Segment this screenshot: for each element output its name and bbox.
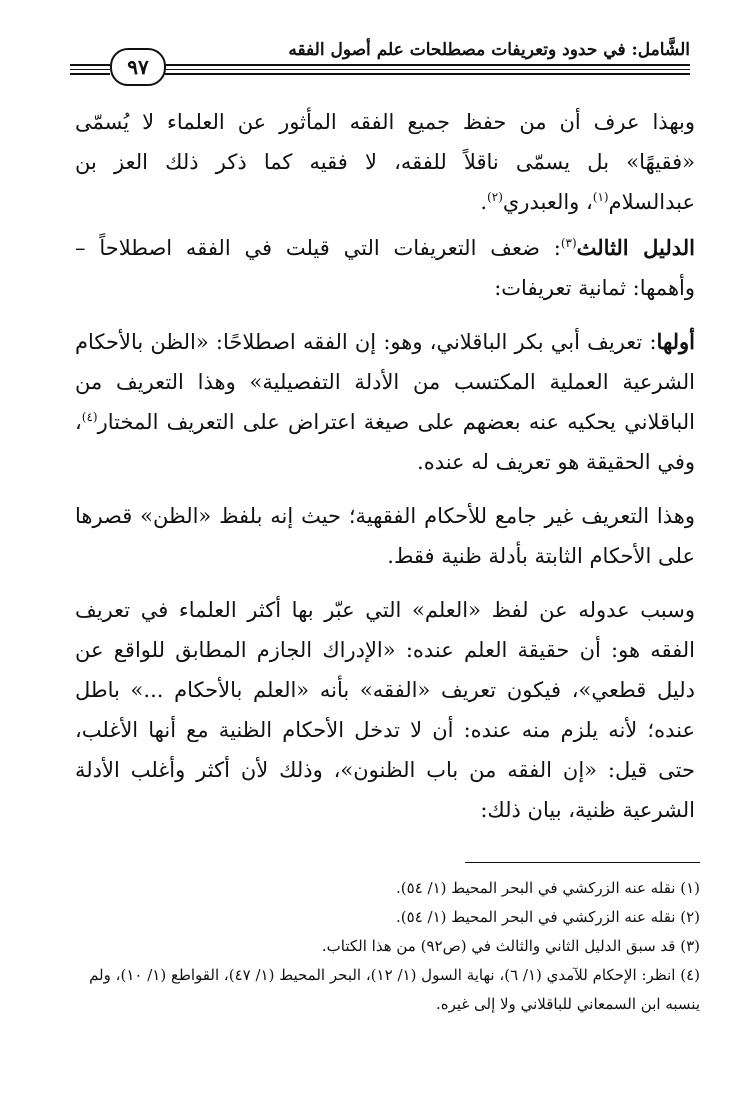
page-header xyxy=(70,30,690,90)
paragraph-5 xyxy=(75,590,695,830)
paragraph-3-lead: أولها xyxy=(656,329,695,354)
header-rule-left xyxy=(70,64,110,66)
header-rule-top xyxy=(165,64,690,66)
footnote-ref-3: (٣) xyxy=(560,236,577,250)
paragraph-2-lead: الدليل الثالث xyxy=(576,235,695,260)
footnote-1: (١) نقله عنه الزركشي في البحر المحيط (١/ ٥٤). xyxy=(396,879,700,897)
footnote-separator xyxy=(465,862,700,863)
paragraph-3-text-b: ، وفي الحقيقة هو تعريف له عنده. xyxy=(75,410,695,474)
paragraph-1-text: وبهذا عرف أن من حفظ جميع الفقه المأثور عن العلماء لا يُسمّى «فقيهًا» بل يسمّى ناقلاً للفقه، لا فقيه كما ذكر ذلك العز بن عبدالسلام xyxy=(75,110,695,214)
footnote-ref-2: (٢) xyxy=(487,190,503,204)
paragraph-3-text: : تعريف أبي بكر الباقلاني، وهو: إن الفقه اصطلاحًا: «الظن بالأحكام الشرعية العملية المكتسب من الأدلة التفصيلية» وهذا التعريف من الباقلاني يحكيه عنه بعضهم على صيغة اعتراض على التعريف المختار xyxy=(75,330,695,434)
page-number: ٩٧ xyxy=(127,55,149,79)
paragraph-1-text-b: ، والعبدري xyxy=(502,190,593,214)
header-rule-left-thin xyxy=(70,69,110,70)
footnote-4: (٤) انظر: الإحكام للآمدي (١/ ٦)، نهاية السول (١/ ١٢)، البحر المحيط (١/ ٤٧)، القواطع (١/ ١٠)، ولم ينسبه ابن السمعاني للباقلاني ولا إلى غيره. xyxy=(89,966,700,1013)
footnote-3: (٣) قد سبق الدليل الثاني والثالث في (ص٩٢) من هذا الكتاب. xyxy=(321,937,700,955)
footnote-ref-1: (١) xyxy=(592,190,609,204)
page-number-frame xyxy=(110,48,166,86)
header-rule-middle xyxy=(165,69,690,70)
paragraph-4-text: وهذا التعريف غير جامع للأحكام الفقهية؛ حيث إنه بلفظ «الظن» قصرها على الأحكام الثابتة بأدلة ظنية فقط. xyxy=(75,504,695,568)
footnotes xyxy=(60,874,700,1019)
paragraph-1 xyxy=(75,102,695,222)
paragraph-1-text-c: . xyxy=(480,190,488,214)
header-rule-bottom xyxy=(165,73,690,75)
main-text xyxy=(75,102,695,844)
footnote-ref-4: (٤) xyxy=(81,410,98,424)
paragraph-3 xyxy=(75,322,695,482)
running-title: الشَّامل: في حدود وتعريفات مصطلحات علم أصول الفقه xyxy=(288,40,690,60)
paragraph-2 xyxy=(75,228,695,308)
paragraph-4 xyxy=(75,496,695,576)
paragraph-5-text: وسبب عدوله عن لفظ «العلم» التي عبّر بها أكثر العلماء في تعريف الفقه هو: أن حقيقة العلم عنده: «الإدراك الجازم المطابق للواقع عن دليل قطعي»، فيكون تعريف «الفقه» بأنه «العلم بالأحكام ...» باطل عنده؛ لأنه يلزم منه عنده: أن لا تدخل الأحكام الظنية مع أنها الأغلب، حتى قيل: «إن الفقه من باب الظنون»، وذلك لأن أكثر وأغلب الأدلة الشرعية ظنية، بيان ذلك: xyxy=(75,598,695,822)
paragraph-2-text: : ضعف التعريفات التي قيلت في الفقه اصطلاحاً – وأهمها: ثمانية تعريفات: xyxy=(75,236,695,300)
header-rule-left-bottom xyxy=(70,73,110,75)
footnote-2: (٢) نقله عنه الزركشي في البحر المحيط (١/ ٥٤). xyxy=(396,908,700,926)
